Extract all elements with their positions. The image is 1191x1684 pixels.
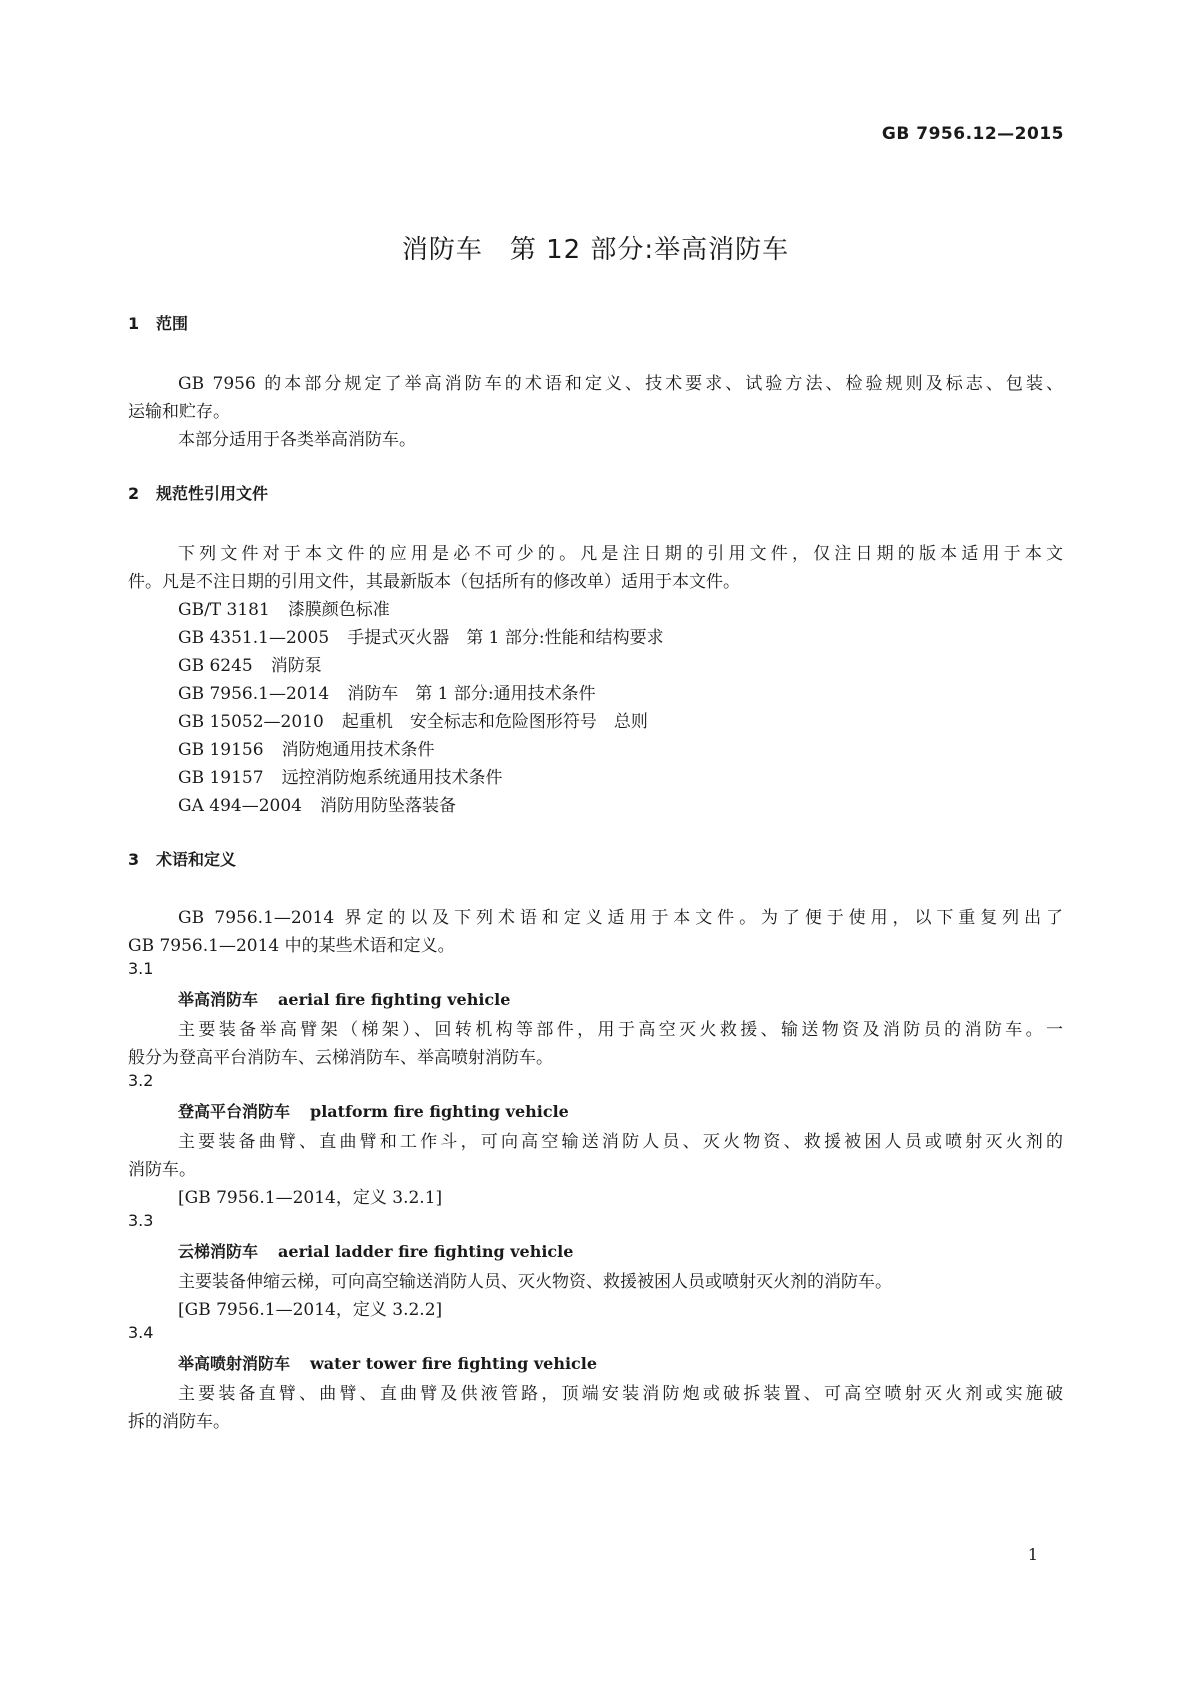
term-number: 3.3 [128, 1211, 154, 1230]
paragraph-line: GB 7956.1—2014 中的某些术语和定义。 [128, 936, 455, 956]
section-3-heading [128, 847, 236, 870]
page-number: 1 [1027, 1545, 1038, 1564]
reference-title: 消防车 第 1 部分:通用技术条件 [347, 684, 596, 704]
reference-code: GB 19156 [178, 740, 264, 760]
term-en: water tower fire fighting vehicle [310, 1354, 598, 1373]
term-en: aerial ladder fire fighting vehicle [278, 1242, 574, 1261]
section-title: 规范性引用文件 [156, 484, 269, 503]
reference-item [178, 595, 390, 620]
reference-item [178, 651, 322, 676]
term-zh: 云梯消防车 [178, 1242, 259, 1261]
term-source: [GB 7956.1—2014，定义 3.2.1] [178, 1188, 443, 1208]
definition-line: 消防车。 [128, 1160, 196, 1180]
term-heading [178, 1351, 597, 1374]
term-en: platform fire fighting vehicle [310, 1102, 569, 1121]
section-2-heading [128, 481, 268, 504]
reference-title: 消防炮通用技术条件 [281, 740, 435, 760]
reference-title: 消防泵 [270, 656, 322, 676]
section-1-heading [128, 311, 188, 334]
term-zh: 举高喷射消防车 [178, 1354, 291, 1373]
reference-item [178, 679, 596, 704]
definition-line: 主要装备曲臂、直曲臂和工作斗，可向高空输送消防人员、灭火物资、救援被困人员或喷射灭火剂的 [178, 1132, 1063, 1152]
reference-code: GB/T 3181 [178, 600, 270, 620]
reference-item [178, 735, 435, 760]
definition-line: 拆的消防车。 [128, 1412, 230, 1432]
page-title: 消防车 第 12 部分:举高消防车 [401, 235, 790, 265]
reference-title: 漆膜颜色标准 [287, 600, 390, 620]
term-heading [178, 987, 510, 1010]
reference-item [178, 707, 648, 732]
paragraph-line: 本部分适用于各类举高消防车。 [178, 430, 416, 450]
section-title: 范围 [156, 314, 189, 333]
reference-code: GB 6245 [178, 656, 253, 676]
paragraph-line: 运输和贮存。 [128, 402, 230, 422]
paragraph-line: 件。凡是不注日期的引用文件，其最新版本（包括所有的修改单）适用于本文件。 [128, 572, 740, 592]
term-heading [178, 1239, 573, 1262]
reference-code: GB 4351.1—2005 [178, 628, 330, 648]
reference-title: 起重机 安全标志和危险图形符号 总则 [341, 712, 648, 732]
definition-line: 主要装备直臂、曲臂、直曲臂及供液管路，顶端安装消防炮或破拆装置、可高空喷射灭火剂或实施破 [178, 1384, 1063, 1404]
section-title: 术语和定义 [156, 850, 237, 869]
section-number: 3 [128, 850, 140, 869]
paragraph-line: GB 7956.1—2014 界定的以及下列术语和定义适用于本文件。为了便于使用，以下重复列出了 [178, 908, 1063, 928]
term-number: 3.4 [128, 1323, 154, 1342]
reference-title: 消防用防坠落装备 [319, 796, 456, 816]
section-number: 2 [128, 484, 140, 503]
reference-code: GA 494—2004 [178, 796, 302, 816]
definition-line: 般分为登高平台消防车、云梯消防车、举高喷射消防车。 [128, 1048, 553, 1068]
term-number: 3.1 [128, 959, 154, 978]
reference-code: GB 7956.1—2014 [178, 684, 330, 704]
reference-code: GB 19157 [178, 768, 264, 788]
definition-line: 主要装备举高臂架（梯架）、回转机构等部件，用于高空灭火救援、输送物资及消防员的消防车。一 [178, 1020, 1063, 1040]
term-number: 3.2 [128, 1071, 154, 1090]
reference-title: 远控消防炮系统通用技术条件 [281, 768, 503, 788]
term-zh: 登高平台消防车 [178, 1102, 291, 1121]
reference-code: GB 15052—2010 [178, 712, 324, 732]
term-heading [178, 1099, 569, 1122]
term-source: [GB 7956.1—2014，定义 3.2.2] [178, 1300, 443, 1320]
reference-item [178, 791, 456, 816]
paragraph-line: 下列文件对于本文件的应用是必不可少的。凡是注日期的引用文件，仅注日期的版本适用于本文 [178, 544, 1063, 564]
paragraph-line: GB 7956 的本部分规定了举高消防车的术语和定义、技术要求、试验方法、检验规则及标志、包装、 [178, 374, 1063, 394]
reference-item [178, 763, 503, 788]
reference-item [178, 623, 664, 648]
term-zh: 举高消防车 [178, 990, 259, 1009]
definition-line: 主要装备伸缩云梯，可向高空输送消防人员、灭火物资、救援被困人员或喷射灭火剂的消防车。 [178, 1272, 892, 1292]
reference-title: 手提式灭火器 第 1 部分:性能和结构要求 [347, 628, 664, 648]
section-number: 1 [128, 314, 140, 333]
term-en: aerial fire fighting vehicle [278, 990, 511, 1009]
standard-number: GB 7956.12—2015 [881, 124, 1064, 144]
